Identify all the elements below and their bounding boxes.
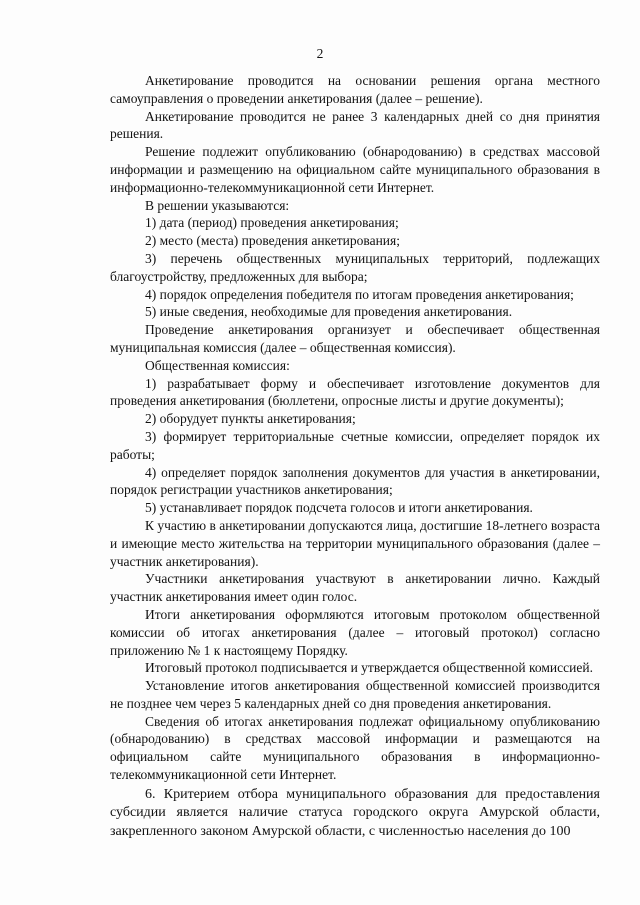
paragraph-selection-criterion: 6. Критерием отбора муниципального образования для предоставления субсидии является наличие статуса городского округа Амурской области, закрепленного законом Амурской области, с численностью населения до 100 <box>110 786 600 839</box>
paragraph-protocol-approval: Итоговый протокол подписывается и утверждается общественной комиссией. <box>145 660 593 676</box>
list-item-date: 1) дата (период) проведения анкетирования; <box>145 215 399 231</box>
document-body <box>110 72 600 841</box>
list-item-filling-procedure: 4) определяет порядок заполнения документов для участия в анкетировании, порядок регистрации участников анкетирования; <box>110 464 600 498</box>
list-item-vote-counting: 5) устанавливает порядок подсчета голосов и итоги анкетирования. <box>145 500 533 516</box>
list-item-develops-form: 1) разрабатывает форму и обеспечивает изготовление документов для проведения анкетирования (бюллетени, опросные листы и другие документы); <box>110 375 600 409</box>
paragraph-results-publication: Сведения об итогах анкетирования подлежат официальному опубликованию (обнародованию) в средствах массовой информации и размещаются на официальном сайте муниципального образования в информационно-телекоммуникационной сети Интернет. <box>110 713 600 783</box>
page-number: 2 <box>316 46 324 61</box>
list-item-equips-points: 2) оборудует пункты анкетирования; <box>145 411 356 427</box>
paragraph-commission-intro: Общественная комиссия: <box>145 357 290 373</box>
list-item-winner-procedure: 4) порядок определения победителя по итогам проведения анкетирования; <box>145 286 574 302</box>
paragraph-survey-timing: Анкетирование проводится не ранее 3 календарных дней со дня принятия решения. <box>110 108 600 142</box>
paragraph-decision-contents-intro: В решении указываются: <box>145 197 290 213</box>
list-item-counting-commissions: 3) формирует территориальные счетные комиссии, определяет порядок их работы; <box>110 428 600 462</box>
paragraph-results-deadline: Установление итогов анкетирования общественной комиссией производится не позднее чем через 5 календарных дней со дня проведения анкетирования. <box>110 678 600 711</box>
paragraph-survey-basis: Анкетирование проводится на основании решения органа местного самоуправления о проведении анкетирования (далее – решение). <box>110 73 600 106</box>
list-item-other-info: 5) иные сведения, необходимые для проведения анкетирования. <box>145 304 513 320</box>
paragraph-decision-publication: Решение подлежит опубликованию (обнародованию) в средствах массовой информации и размещению на официальном сайте муниципального образования в информационно-телекоммуникационной сети Интернет. <box>110 144 600 195</box>
paragraph-final-protocol: Итоги анкетирования оформляются итоговым протоколом общественной комиссии об итогах анкетирования (далее – итоговый протокол) согласно приложению № 1 к настоящему Порядку. <box>110 606 600 658</box>
paragraph-commission-organizes: Проведение анкетирования организует и обеспечивает общественная муниципальная комиссия (далее – общественная комиссия). <box>110 322 600 355</box>
list-item-place: 2) место (места) проведения анкетирования; <box>145 233 400 249</box>
paragraph-personal-participation: Участники анкетирования участвуют в анкетировании лично. Каждый участник анкетирования имеет один голос. <box>110 571 600 605</box>
paragraph-participant-eligibility: К участию в анкетировании допускаются лица, достигшие 18-летнего возраста и имеющие место жительства на территории муниципального образования (далее – участник анкетирования). <box>110 517 600 569</box>
list-item-territories: 3) перечень общественных муниципальных территорий, подлежащих благоустройству, предложенных для выбора; <box>110 250 600 284</box>
